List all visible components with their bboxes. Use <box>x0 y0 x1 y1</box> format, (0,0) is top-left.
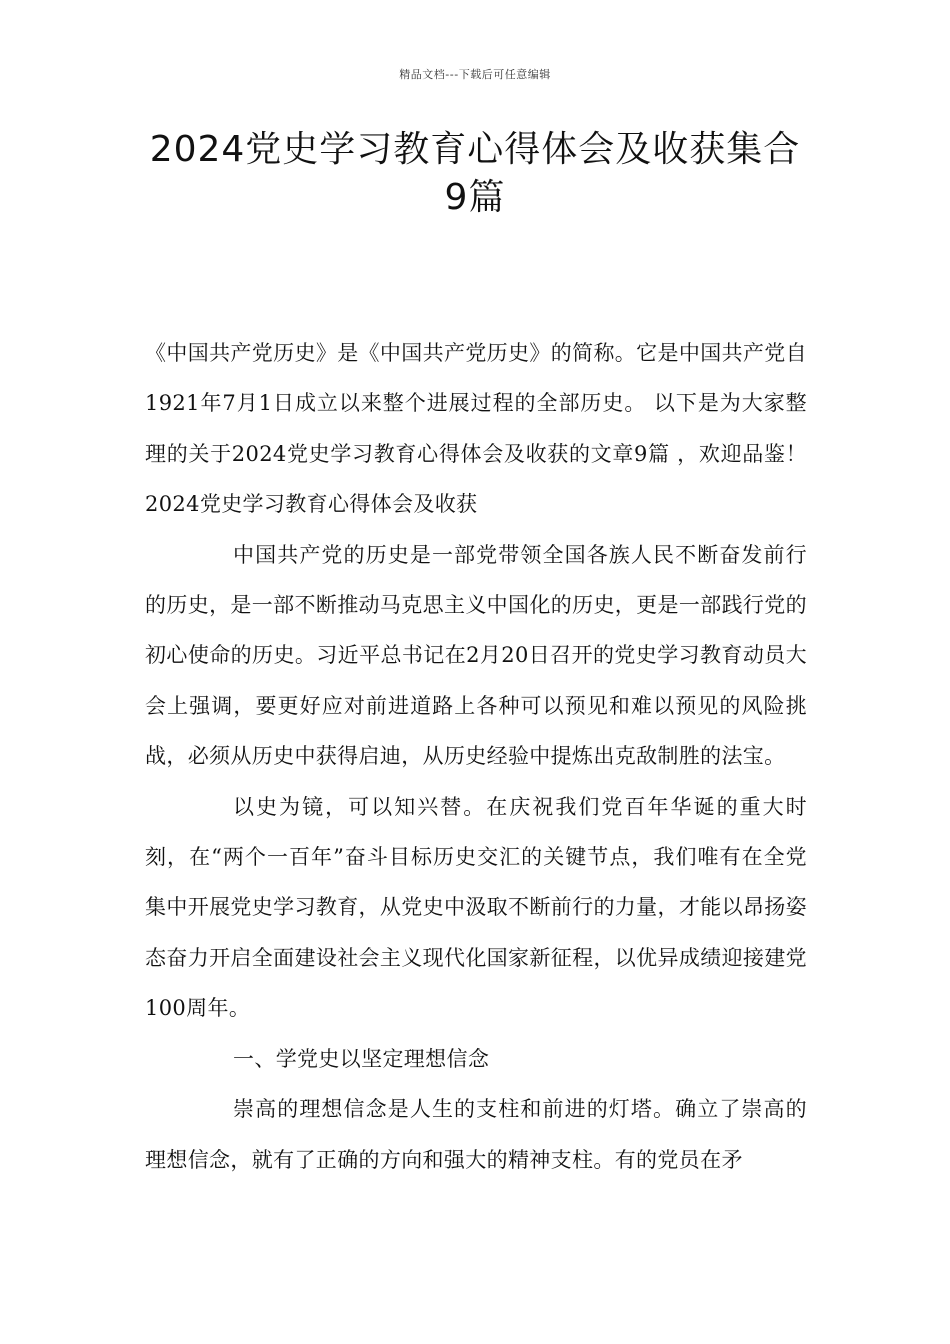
body-paragraph: 崇高的理想信念是人生的支柱和前进的灯塔。确立了崇高的理想信念，就有了正确的方向和强大的精神支柱。有的党员在矛 <box>145 1097 807 1172</box>
body-paragraph: 中国共产党的历史是一部党带领全国各族人民不断奋发前行的历史，是一部不断推动马克思主义中国化的历史，更是一部践行党的初心使命的历史。习近平总书记在2月20日召开的党史学习教育动员大会上强调，要更好应对前进道路上各种可以预见和难以预见的风险挑战，必须从历史中获得启迪，从历史经验中提炼出克敌制胜的法宝。 <box>145 542 807 769</box>
section-heading: 一、学党史以坚定理想信念 <box>233 1046 490 1071</box>
title-line-2: 9篇 <box>444 177 506 218</box>
document-body <box>145 328 807 1185</box>
document-title <box>110 126 840 222</box>
body-paragraph: 以史为镜，可以知兴替。在庆祝我们党百年华诞的重大时刻，在“两个一百年”奋斗目标历史交汇的关键节点，我们唯有在全党集中开展党史学习教育，从党史中汲取不断前行的力量，才能以昂扬姿态奋力开启全面建设社会主义现代化国家新征程，以优异成绩迎接建党100周年。 <box>145 794 807 1021</box>
title-line-1: 2024党史学习教育心得体会及收获集合 <box>149 129 801 170</box>
header-note: 精品文档---下载后可任意编辑 <box>399 68 551 81</box>
intro-paragraph: 《中国共产党历史》是《中国共产党历史》的简称。它是中国共产党自1921年7月1日成立以来整个进展过程的全部历史。 以下是为大家整理的关于2024党史学习教育心得体会及收获的文章9篇 ，欢迎品鉴！2024党史学习教育心得体会及收获 <box>145 341 807 517</box>
